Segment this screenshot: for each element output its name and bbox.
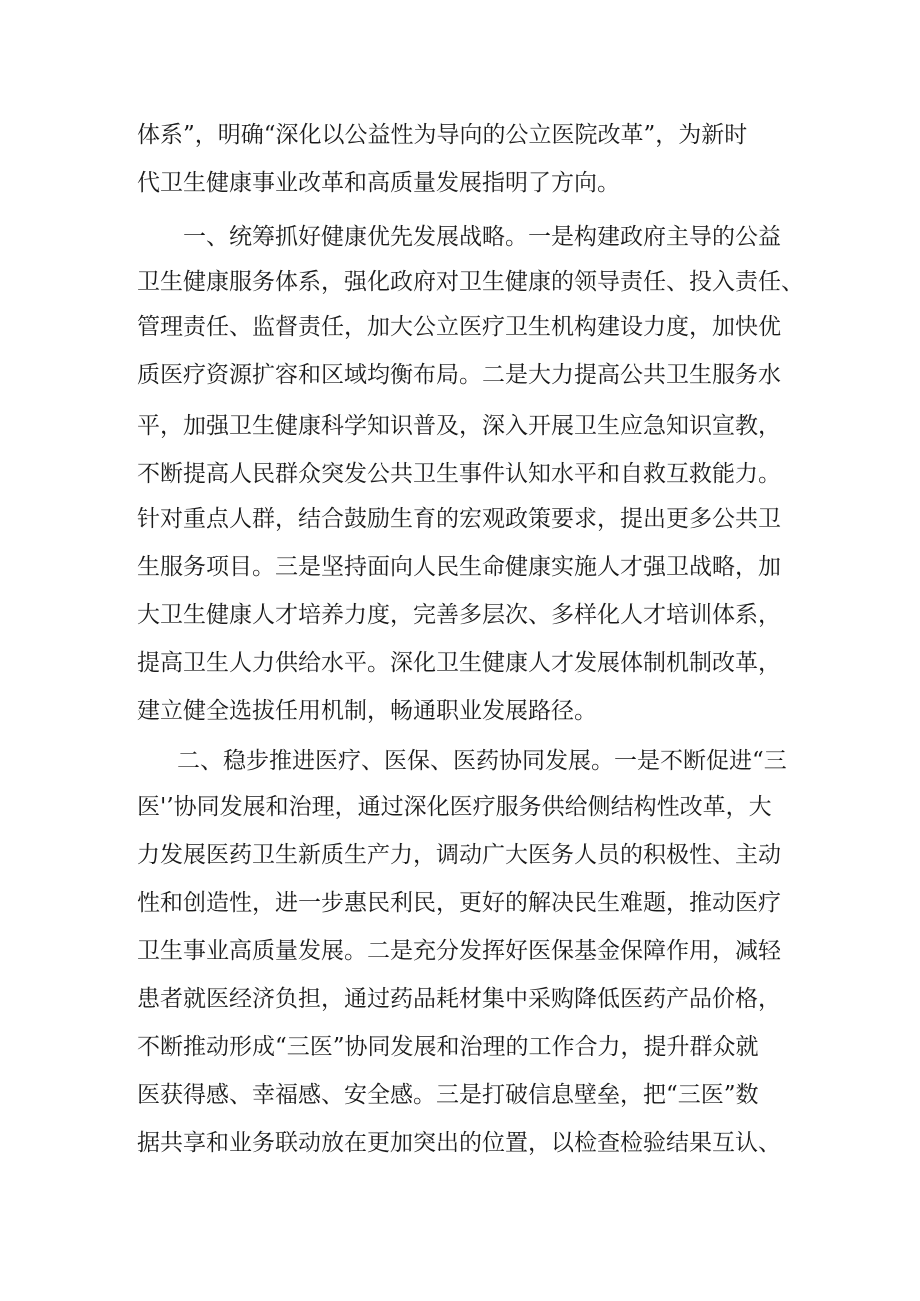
text-line: 医'’协同发展和治理，通过深化医疗服务供给侧结构性改革，大 [137, 794, 772, 820]
text-line: 不断提高人民群众突发公共卫生事件认知水平和自救互救能力。 [137, 461, 781, 487]
text-line: 力发展医药卫生新质生产力，调动广大医务人员的积极性、主动 [137, 842, 781, 868]
text-line: 建立健全选拔任用机制，畅通职业发展路径。 [137, 698, 597, 724]
text-line: 医获得感、幸福感、安全感。三是打破信息壁垒，把“三医”数 [137, 1082, 759, 1108]
text-line: 代卫生健康事业改革和高质量发展指明了方向。 [137, 170, 620, 196]
text-line: 体系”，明确“深化以公益性为导向的公立医院改革”，为新时 [137, 122, 748, 148]
text-line: 提高卫生人力供给水平。深化卫生健康人才发展体制机制改革， [137, 650, 781, 676]
text-line: 据共享和业务联动放在更加突出的位置，以检查检验结果互认、 [137, 1130, 781, 1156]
paragraph-heading-line: 二、稳步推进医疗、医保、医药协同发展。一是不断促进“三 [177, 748, 787, 774]
text-line: 性和创造性，进一步惠民利民，更好的解决民生难题，推动医疗 [137, 890, 781, 916]
text-line: 不断推动形成“三医”协同发展和治理的工作合力，提升群众就 [137, 1034, 759, 1060]
text-line: 卫生事业高质量发展。二是充分发挥好医保基金保障作用，减轻 [137, 938, 781, 964]
text-line: 卫生健康服务体系，强化政府对卫生健康的领导责任、投入责任、 [137, 269, 804, 295]
text-line: 管理责任、监督责任，加大公立医疗卫生机构建设力度，加快优 [137, 314, 781, 340]
text-line: 生服务项目。三是坚持面向人民生命健康实施人才强卫战略，加 [137, 554, 781, 580]
text-line: 质医疗资源扩容和区域均衡布局。二是大力提高公共卫生服务水 [137, 362, 781, 388]
text-line: 平，加强卫生健康科学知识普及，深入开展卫生应急知识宣教， [137, 413, 781, 439]
text-line: 针对重点人群，结合鼓励生育的宏观政策要求，提出更多公共卫 [137, 506, 781, 532]
text-line: 大卫生健康人才培养力度，完善多层次、多样化人才培训体系， [137, 602, 781, 628]
text-line: 患者就医经济负担，通过药品耗材集中采购降低医药产品价格， [137, 986, 781, 1012]
paragraph-heading-line: 一、统筹抓好健康优先发展战略。一是构建政府主导的公益 [183, 224, 781, 250]
